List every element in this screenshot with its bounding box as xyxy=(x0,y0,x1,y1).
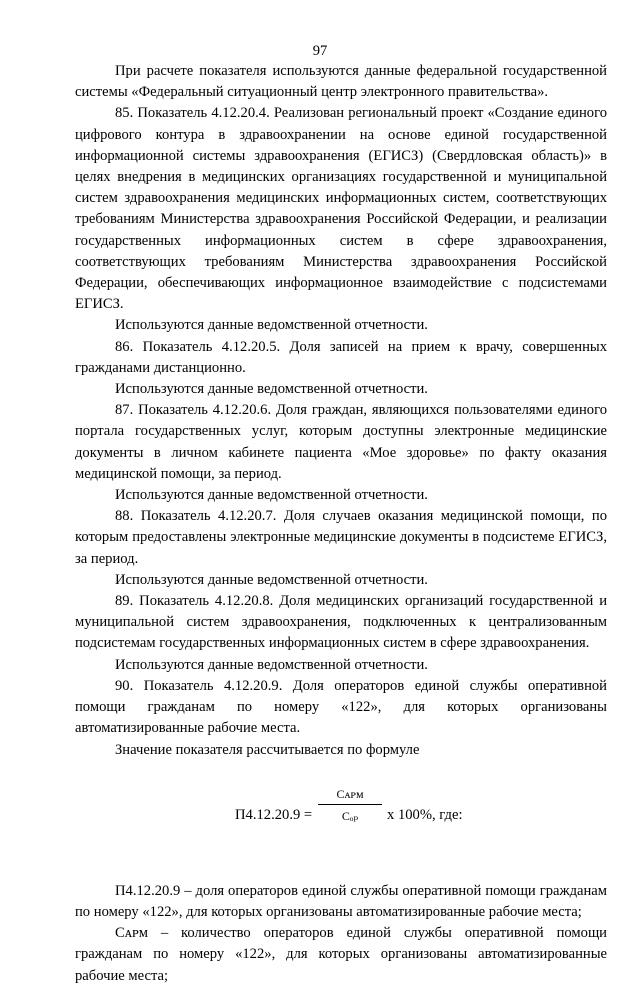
document-body xyxy=(75,61,607,987)
paragraph: Используются данные ведомственной отчетности. xyxy=(115,381,428,398)
paragraph: 87. Показатель 4.12.20.6. Доля граждан, являющихся пользователями единого портала государственных услуг, которым доступны электронные медицинские документы в личном кабинете пациента «Мое здоровье» по факту оказания медицинской помощи, за период. xyxy=(75,402,607,482)
paragraph: Cᴀᴘᴍ – количество операторов единой службы оперативной помощи гражданам по номеру «122», для которых организованы автоматизированные рабочие места; xyxy=(75,925,607,984)
paragraph: Используются данные ведомственной отчетности. xyxy=(115,487,428,504)
formula-numerator: Cᴀᴘᴍ xyxy=(336,786,364,801)
formula-denominator: Cₒₚ xyxy=(341,808,359,823)
paragraph: Используются данные ведомственной отчетности. xyxy=(115,571,428,588)
formula-fraction xyxy=(318,785,382,825)
paragraph: 85. Показатель 4.12.20.4. Реализован региональный проект «Создание единого цифрового контура в здравоохранении на основе единой государственной информационной системы здравоохранения (ЕГИСЗ) (Свердловская область)» в целях внедрения в медицинских организациях государственной и муниципальной систем здравоохранения медицинских информационных систем, соответствующих требованиям Министерства здравоохранения Российской Федерации, и реализации государственных информационных систем в сфере здравоохранения, соответствующих требованиям Министерства здравоохранения Российской Федерации, обеспечивающих информационное взаимодействие с подсистемами ЕГИСЗ. xyxy=(75,105,607,313)
paragraph: 90. Показатель 4.12.20.9. Доля операторов единой службы оперативной помощи гражданам по номеру «122», для которых организованы автоматизированные рабочие места. xyxy=(75,677,607,737)
paragraph: Используются данные ведомственной отчетности. xyxy=(115,656,428,673)
paragraph: Значение показателя рассчитывается по формуле xyxy=(115,741,420,758)
paragraph: П4.12.20.9 – доля операторов единой службы оперативной помощи гражданам по номеру «122», для которых организованы автоматизированные рабочие места; xyxy=(75,882,607,920)
paragraph: Используются данные ведомственной отчетности. xyxy=(115,317,428,334)
formula-rhs: x 100%, где: xyxy=(387,806,463,823)
formula-lhs: П4.12.20.9 = xyxy=(235,806,313,823)
paragraph: 89. Показатель 4.12.20.8. Доля медицинских организаций государственной и муниципальной систем здравоохранения, подключенных к централизованным подсистемам государственных информационных систем в сфере здравоохранения. xyxy=(75,593,607,652)
fraction-bar xyxy=(318,804,382,805)
paragraph: 88. Показатель 4.12.20.7. Доля случаев оказания медицинской помощи, по которым предоставлены электронные медицинские документы в подсистеме ЕГИСЗ, за период. xyxy=(75,508,607,567)
formula xyxy=(75,785,607,847)
page-number: 97 xyxy=(312,43,328,59)
paragraph: При расчете показателя используются данные федеральной государственной системы «Федеральный ситуационный центр электронного правительства». xyxy=(75,63,607,101)
paragraph: 86. Показатель 4.12.20.5. Доля записей на прием к врачу, совершенных гражданами дистанционно. xyxy=(75,338,607,376)
